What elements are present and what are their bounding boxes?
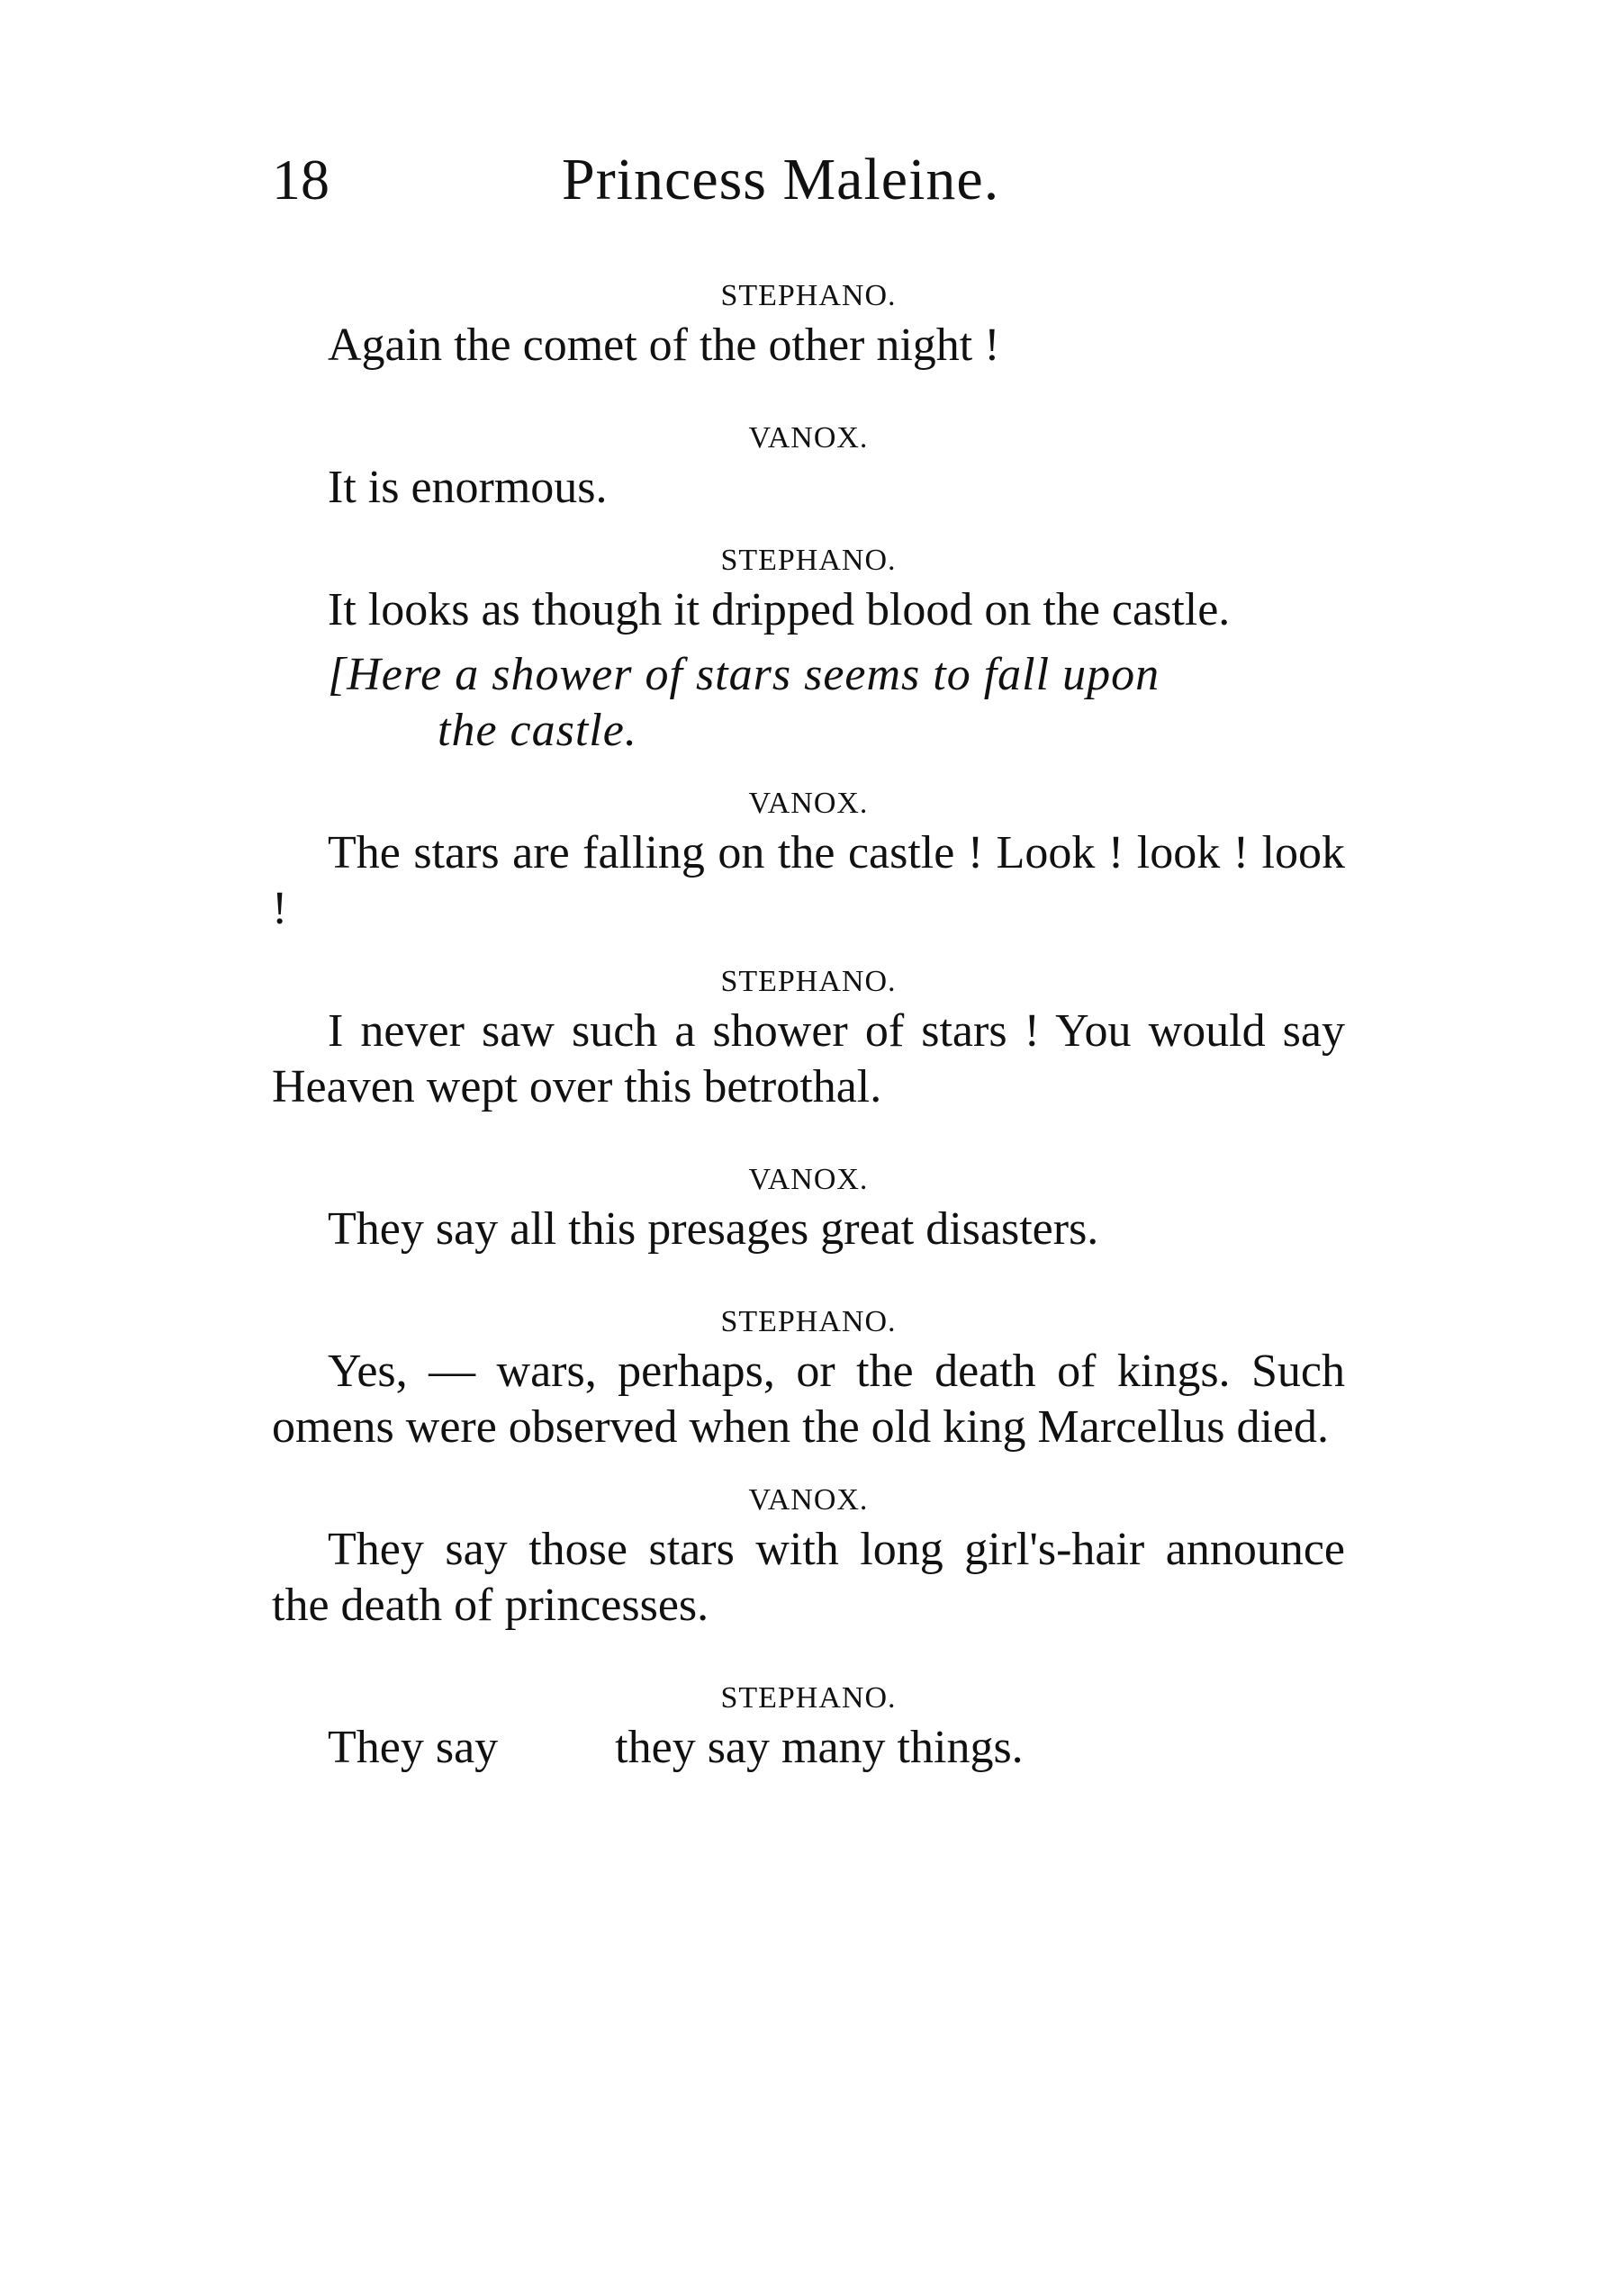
speaker-name: VANOX. [748, 421, 869, 455]
speech-fragment: They say [328, 1722, 499, 1773]
stage-direction: [Here a shower of stars seems to fall upon [328, 649, 1160, 700]
speaker-name: VANOX. [748, 787, 869, 820]
speech-line: They say those stars with long girl's-hair announce the death of princesses. [272, 1524, 1345, 1631]
speech-line: Yes, — wars, perhaps, or the death of kings. Such omens were observed when the old king Marcellus died. [272, 1346, 1345, 1453]
speech-line: They say all this presages great disasters. [328, 1203, 1099, 1255]
speech-line: Again the comet of the other night ! [328, 320, 1000, 371]
speech-line-final [272, 1720, 1345, 1776]
speaker-name: STEPHANO. [720, 965, 897, 998]
running-title: Princess Maleine. [562, 147, 1000, 212]
speaker-name: STEPHANO. [720, 1681, 897, 1715]
play-text [272, 275, 1345, 1776]
speaker-name: STEPHANO. [720, 279, 897, 312]
stage-direction-continued: the castle. [438, 705, 637, 756]
speech-line: It looks as though it dripped blood on the castle. [328, 584, 1231, 635]
speech-line: The stars are falling on the castle ! Look ! look ! look ! [272, 827, 1345, 934]
speaker-name: STEPHANO. [720, 544, 897, 577]
speech-line: It is enormous. [328, 462, 608, 513]
page-number: 18 [272, 148, 330, 212]
speech-fragment: they say many things. [615, 1722, 1024, 1773]
speaker-name: STEPHANO. [720, 1305, 897, 1338]
speaker-name: VANOX. [748, 1483, 869, 1517]
speaker-name: VANOX. [748, 1163, 869, 1196]
running-header [272, 144, 1345, 216]
speech-line: I never saw such a shower of stars ! You would say Heaven wept over this betrothal. [272, 1005, 1345, 1112]
